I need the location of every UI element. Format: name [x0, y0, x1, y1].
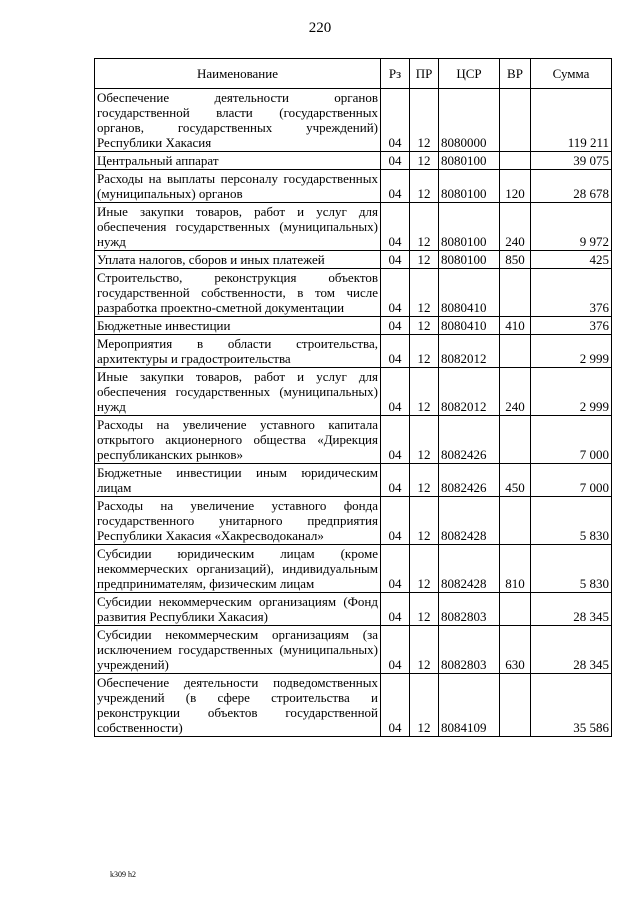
cell-sum: 5 830	[531, 545, 612, 593]
cell-name: Субсидии некоммерческим организациям (за исключением государственных (муниципальных) учреждений)	[95, 626, 381, 674]
header-name: Наименование	[95, 59, 381, 89]
cell-rz: 04	[381, 203, 410, 251]
page-number: 220	[308, 20, 332, 36]
cell-sum: 376	[531, 317, 612, 335]
cell-pr: 12	[410, 545, 439, 593]
table-row	[95, 464, 612, 497]
cell-csr: 8082012	[439, 368, 500, 416]
cell-sum: 5 830	[531, 497, 612, 545]
cell-sum: 7 000	[531, 416, 612, 464]
cell-sum: 376	[531, 269, 612, 317]
cell-csr: 8080100	[439, 152, 500, 170]
cell-pr: 12	[410, 89, 439, 152]
cell-vr: 120	[500, 170, 531, 203]
table-row	[95, 626, 612, 674]
cell-pr: 12	[410, 203, 439, 251]
cell-vr	[500, 335, 531, 368]
cell-vr	[500, 416, 531, 464]
cell-name: Иные закупки товаров, работ и услуг для обеспечения государственных (муниципальных) нужд	[95, 368, 381, 416]
cell-name: Расходы на увеличение уставного капитала открытого акционерного общества «Дирекция республиканских рынков»	[95, 416, 381, 464]
cell-vr	[500, 674, 531, 737]
cell-name: Обеспечение деятельности органов государственной власти (государственных органов, государственных учреждений) Республики Хакасия	[95, 89, 381, 152]
cell-name: Мероприятия в области строительства, архитектуры и градостроительства	[95, 335, 381, 368]
cell-pr: 12	[410, 152, 439, 170]
table-row	[95, 593, 612, 626]
cell-vr: 240	[500, 203, 531, 251]
cell-name: Бюджетные инвестиции	[95, 317, 381, 335]
cell-rz: 04	[381, 368, 410, 416]
cell-sum: 2 999	[531, 368, 612, 416]
table-row	[95, 269, 612, 317]
cell-vr: 240	[500, 368, 531, 416]
cell-rz: 04	[381, 416, 410, 464]
table-row	[95, 203, 612, 251]
cell-rz: 04	[381, 152, 410, 170]
cell-pr: 12	[410, 593, 439, 626]
cell-pr: 12	[410, 170, 439, 203]
cell-csr: 8082426	[439, 464, 500, 497]
cell-pr: 12	[410, 368, 439, 416]
cell-rz: 04	[381, 593, 410, 626]
table-body	[95, 89, 612, 737]
table-row	[95, 335, 612, 368]
cell-name: Расходы на выплаты персоналу государственных (муниципальных) органов	[95, 170, 381, 203]
cell-vr	[500, 269, 531, 317]
cell-csr: 8082803	[439, 626, 500, 674]
cell-pr: 12	[410, 464, 439, 497]
table-row	[95, 152, 612, 170]
table-row	[95, 416, 612, 464]
cell-rz: 04	[381, 626, 410, 674]
cell-pr: 12	[410, 497, 439, 545]
cell-csr: 8082428	[439, 545, 500, 593]
cell-sum: 39 075	[531, 152, 612, 170]
cell-rz: 04	[381, 497, 410, 545]
cell-pr: 12	[410, 416, 439, 464]
table-row	[95, 170, 612, 203]
cell-name: Субсидии юридическим лицам (кроме некоммерческих организаций), индивидуальным предпринимателям, физическим лицам	[95, 545, 381, 593]
cell-csr: 8080000	[439, 89, 500, 152]
cell-sum: 7 000	[531, 464, 612, 497]
cell-rz: 04	[381, 545, 410, 593]
cell-csr: 8082428	[439, 497, 500, 545]
cell-csr: 8082803	[439, 593, 500, 626]
cell-sum: 28 345	[531, 626, 612, 674]
cell-rz: 04	[381, 317, 410, 335]
cell-vr: 810	[500, 545, 531, 593]
cell-rz: 04	[381, 269, 410, 317]
table-header-row	[95, 59, 612, 89]
cell-sum: 9 972	[531, 203, 612, 251]
cell-vr: 450	[500, 464, 531, 497]
cell-vr: 410	[500, 317, 531, 335]
cell-csr: 8080100	[439, 251, 500, 269]
cell-rz: 04	[381, 251, 410, 269]
cell-name: Обеспечение деятельности подведомственных учреждений (в сфере строительства и реконструкции объектов государственной собственности)	[95, 674, 381, 737]
cell-csr: 8080100	[439, 203, 500, 251]
cell-name: Иные закупки товаров, работ и услуг для обеспечения государственных (муниципальных) нужд	[95, 203, 381, 251]
table-row	[95, 368, 612, 416]
cell-csr: 8080100	[439, 170, 500, 203]
footer-code: k309 h2	[110, 870, 136, 879]
cell-vr	[500, 593, 531, 626]
cell-csr: 8080410	[439, 269, 500, 317]
cell-pr: 12	[410, 317, 439, 335]
cell-name: Субсидии некоммерческим организациям (Фонд развития Республики Хакасия)	[95, 593, 381, 626]
cell-vr: 850	[500, 251, 531, 269]
cell-csr: 8082012	[439, 335, 500, 368]
cell-name: Расходы на увеличение уставного фонда государственного унитарного предприятия Республики Хакасия «Хакресводоканал»	[95, 497, 381, 545]
cell-vr	[500, 497, 531, 545]
cell-name: Уплата налогов, сборов и иных платежей	[95, 251, 381, 269]
cell-rz: 04	[381, 335, 410, 368]
table-row	[95, 545, 612, 593]
cell-pr: 12	[410, 269, 439, 317]
cell-vr	[500, 152, 531, 170]
cell-name: Строительство, реконструкция объектов государственной собственности, в том числе разработка проектно-сметной документации	[95, 269, 381, 317]
cell-sum: 28 345	[531, 593, 612, 626]
budget-table	[94, 58, 612, 737]
header-rz: Рз	[381, 59, 410, 89]
table-row	[95, 674, 612, 737]
table-row	[95, 251, 612, 269]
cell-vr: 630	[500, 626, 531, 674]
cell-pr: 12	[410, 674, 439, 737]
cell-vr	[500, 89, 531, 152]
cell-sum: 28 678	[531, 170, 612, 203]
header-csr: ЦСР	[439, 59, 500, 89]
cell-rz: 04	[381, 89, 410, 152]
cell-pr: 12	[410, 251, 439, 269]
header-pr: ПР	[410, 59, 439, 89]
cell-sum: 35 586	[531, 674, 612, 737]
table-row	[95, 89, 612, 152]
cell-csr: 8080410	[439, 317, 500, 335]
cell-rz: 04	[381, 170, 410, 203]
cell-pr: 12	[410, 626, 439, 674]
header-sum: Сумма	[531, 59, 612, 89]
cell-rz: 04	[381, 674, 410, 737]
cell-pr: 12	[410, 335, 439, 368]
cell-name: Бюджетные инвестиции иным юридическим лицам	[95, 464, 381, 497]
header-vr: ВР	[500, 59, 531, 89]
cell-csr: 8084109	[439, 674, 500, 737]
cell-rz: 04	[381, 464, 410, 497]
table-row	[95, 497, 612, 545]
cell-name: Центральный аппарат	[95, 152, 381, 170]
table-row	[95, 317, 612, 335]
cell-sum: 2 999	[531, 335, 612, 368]
cell-sum: 425	[531, 251, 612, 269]
cell-sum: 119 211	[531, 89, 612, 152]
cell-csr: 8082426	[439, 416, 500, 464]
